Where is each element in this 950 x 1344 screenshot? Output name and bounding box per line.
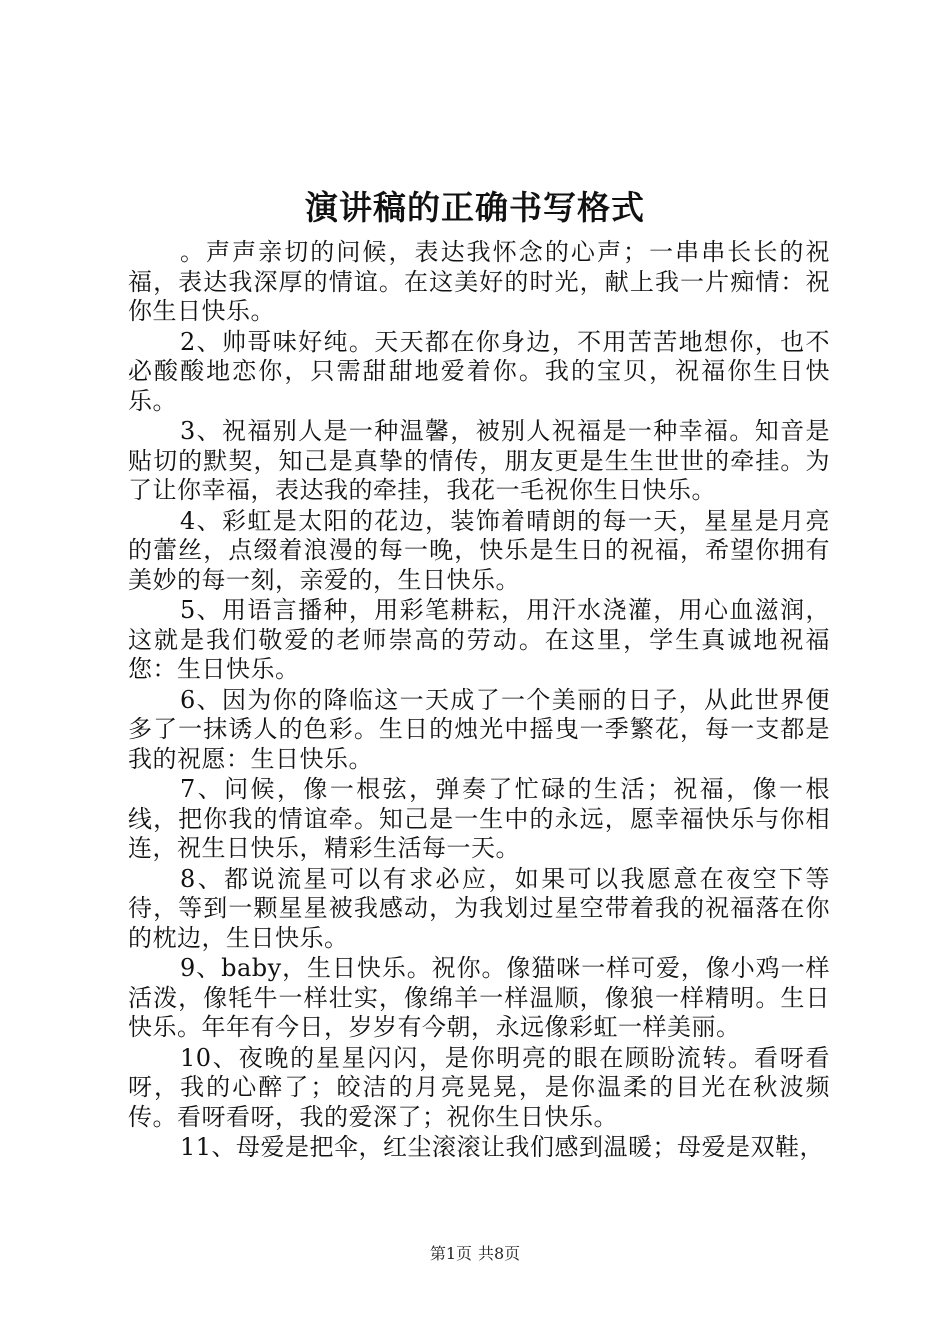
paragraph: 5、用语言播种，用彩笔耕耘，用汗水浇灌，用心血滋润，这就是我们敬爱的老师崇高的劳动。在这里，学生真诚地祝福您：生日快乐。 bbox=[128, 596, 830, 683]
paragraph: 6、因为你的降临这一天成了一个美丽的日子，从此世界便多了一抹诱人的色彩。生日的烛光中摇曳一季繁花，每一支都是我的祝愿：生日快乐。 bbox=[128, 685, 830, 773]
paragraph: 3、祝福别人是一种温馨，被别人祝福是一种幸福。知音是贴切的默契，知己是真挚的情传，朋友更是生生世世的牵挂。为了让你幸福，表达我的牵挂，我花一毛祝你生日快乐。 bbox=[128, 417, 830, 504]
document-body bbox=[128, 238, 830, 1164]
paragraph: 。声声亲切的问候，表达我怀念的心声；一串串长长的祝福，表达我深厚的情谊。在这美好的时光，献上我一片痴情：祝你生日快乐。 bbox=[128, 238, 830, 325]
page-footer bbox=[0, 1244, 950, 1264]
paragraph: 11、母爱是把伞，红尘滚滚让我们感到温暖；母爱是双鞋， bbox=[180, 1133, 825, 1161]
paragraph: 4、彩虹是太阳的花边，装饰着晴朗的每一天，星星是月亮的蕾丝，点缀着浪漫的每一晚，快乐是生日的祝福，希望你拥有美妙的每一刻，亲爱的，生日快乐。 bbox=[128, 506, 830, 594]
page-total: 共8页 bbox=[478, 1244, 521, 1263]
document-title: 演讲稿的正确书写格式 bbox=[305, 188, 645, 227]
paragraph: 2、帅哥味好纯。天天都在你身边，不用苦苦地想你，也不必酸酸地恋你，只需甜甜地爱着你。我的宝贝，祝福你生日快乐。 bbox=[128, 327, 830, 415]
paragraph: 8、都说流星可以有求必应，如果可以我愿意在夜空下等待，等到一颗星星被我感动，为我划过星空带着我的祝福落在你的枕边，生日快乐。 bbox=[128, 864, 830, 952]
paragraph: 9、baby，生日快乐。祝你。像猫咪一样可爱，像小鸡一样活泼，像牦牛一样壮实，像绵羊一样温顺，像狼一样精明。生日快乐。年年有今日，岁岁有今朝，永远像彩虹一样美丽。 bbox=[128, 954, 830, 1041]
page-number: 第1页 bbox=[429, 1244, 472, 1263]
paragraph: 10、夜晚的星星闪闪，是你明亮的眼在顾盼流转。看呀看呀，我的心醉了；皎洁的月亮晃晃，是你温柔的目光在秋波频传。看呀看呀，我的爱深了；祝你生日快乐。 bbox=[128, 1043, 830, 1131]
paragraph: 7、问候，像一根弦，弹奏了忙碌的生活；祝福，像一根线，把你我的情谊牵。知己是一生中的永远，愿幸福快乐与你相连，祝生日快乐，精彩生活每一天。 bbox=[128, 775, 830, 862]
